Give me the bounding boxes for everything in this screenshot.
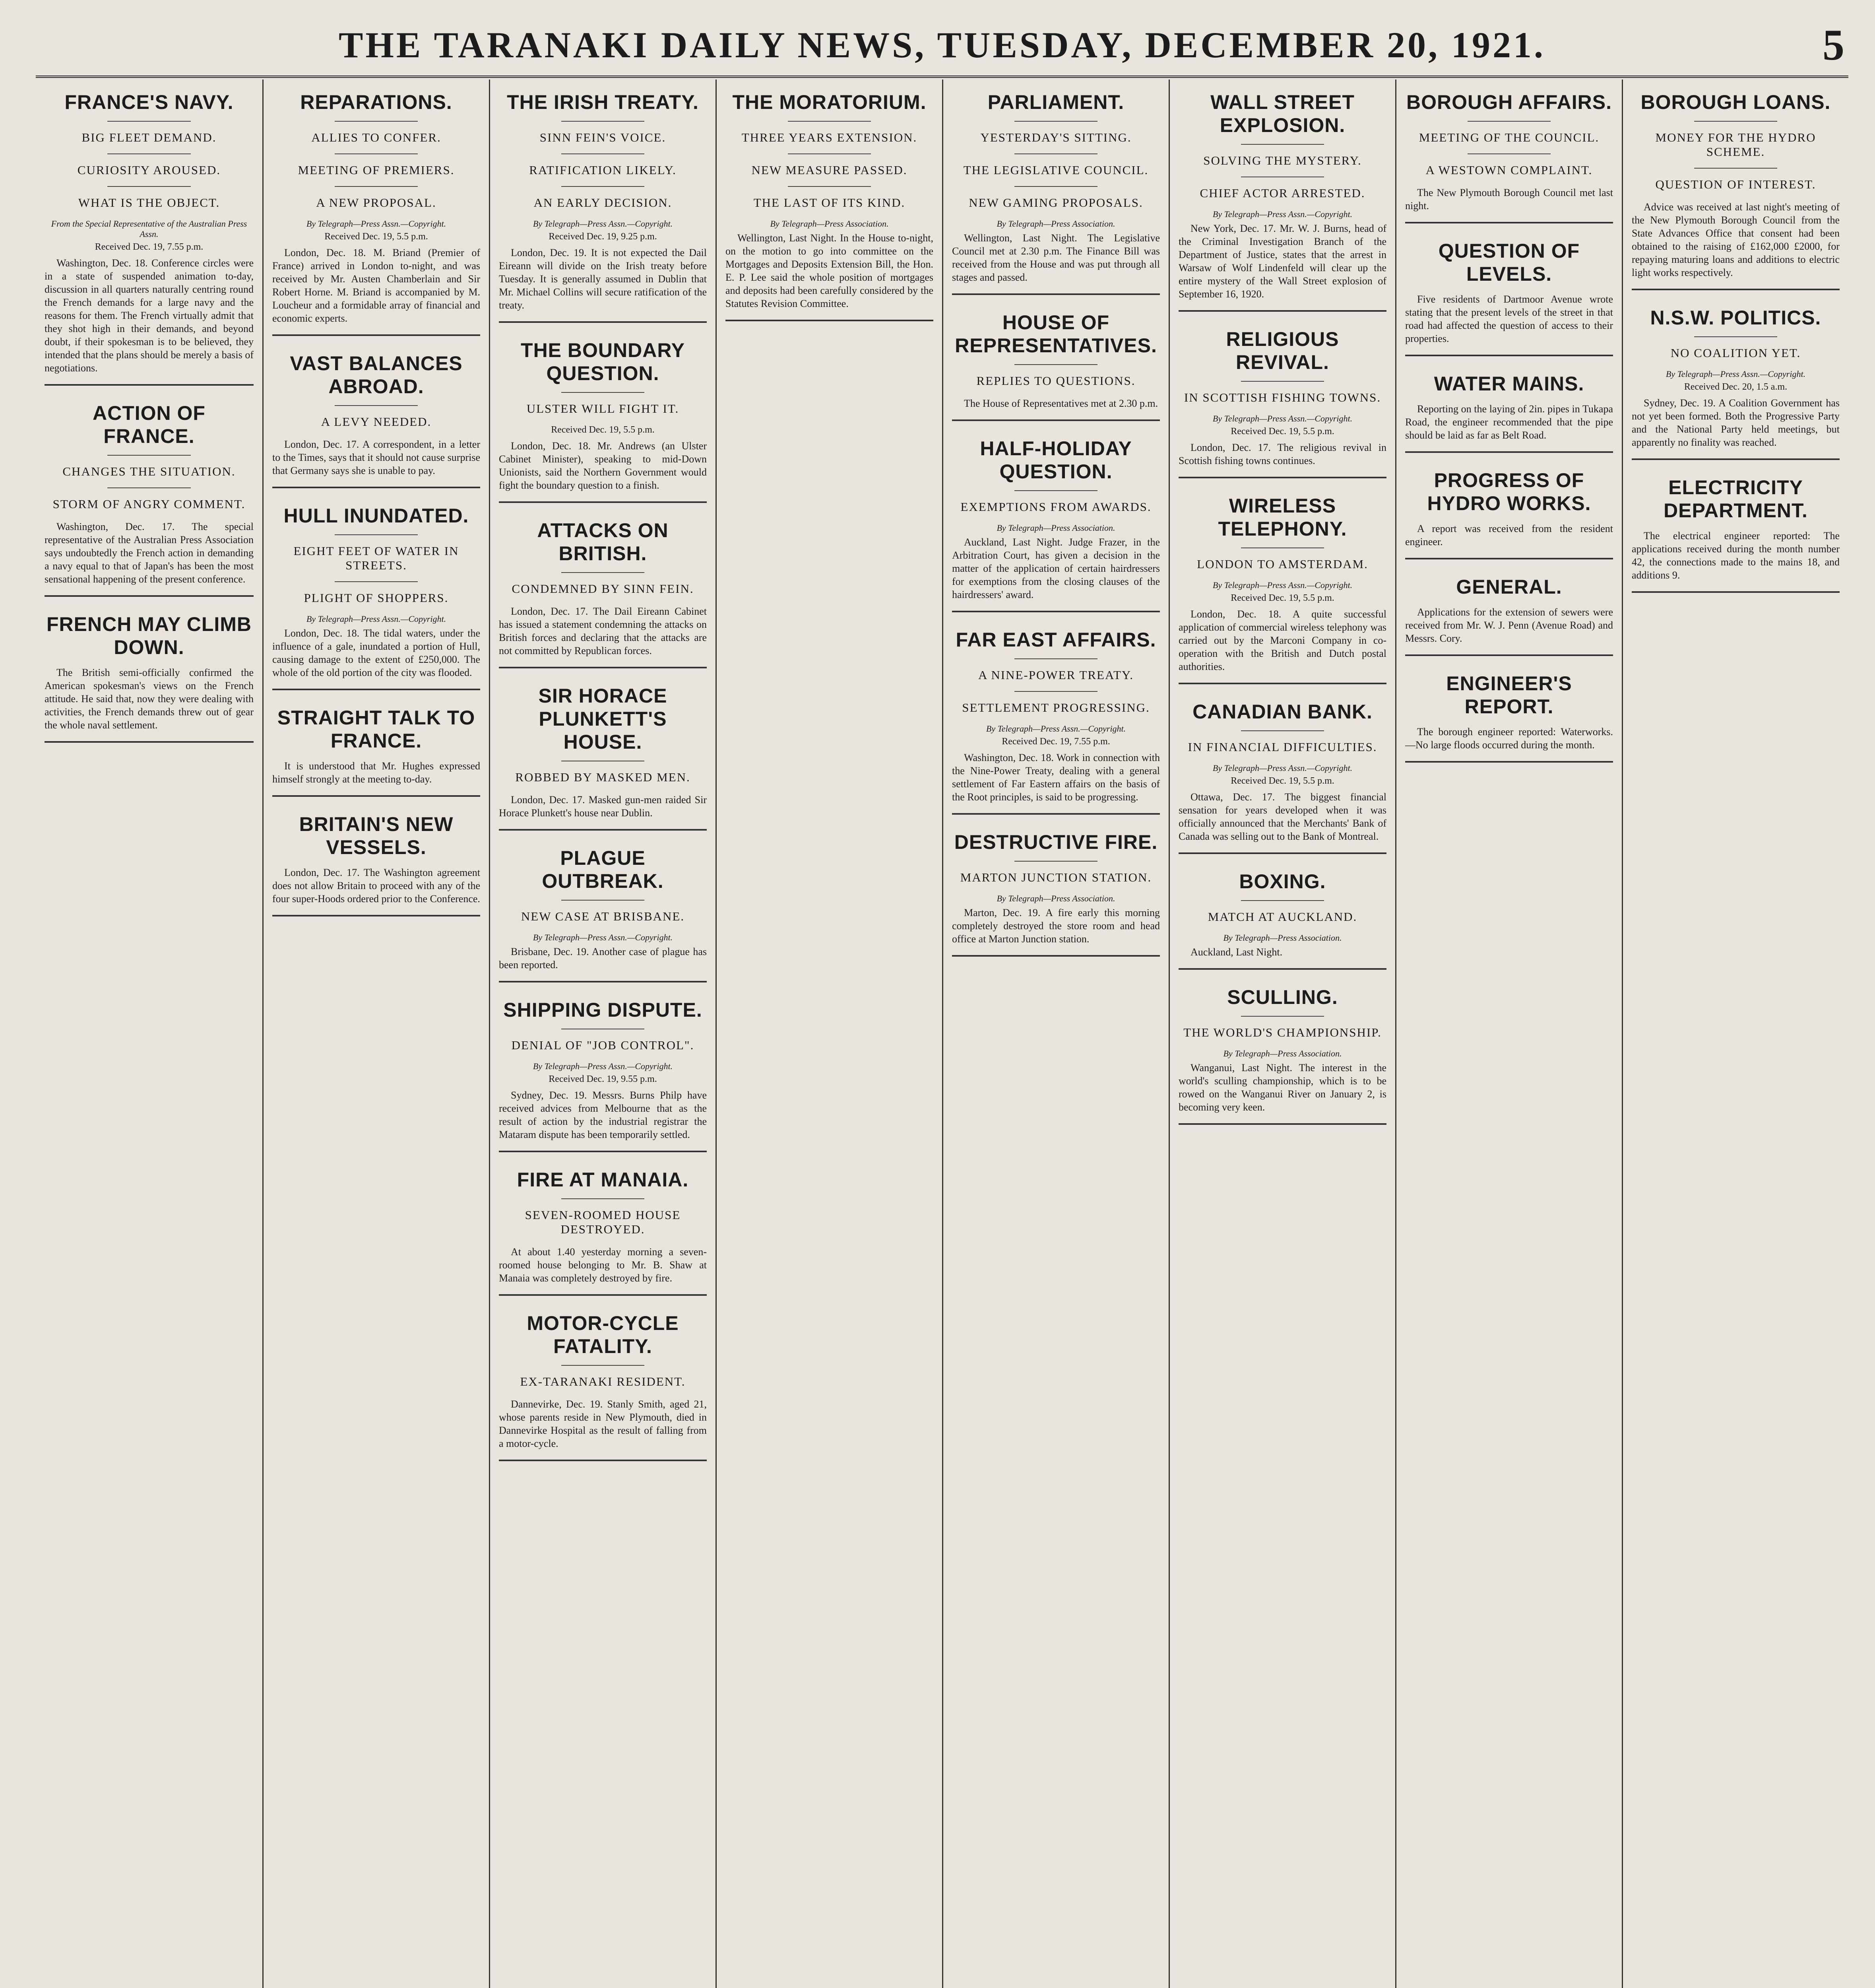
article-subheading: NEW MEASURE PASSED. — [751, 163, 907, 177]
section-divider — [1405, 451, 1613, 453]
section-divider — [499, 667, 707, 668]
divider — [335, 153, 418, 154]
article-body: Applications for the extension of sewers were received from Mr. W. J. Penn (Avenue Road) and Messrs. Cory. — [1405, 606, 1613, 644]
article-received: Received Dec. 19, 7.55 p.m. — [95, 242, 204, 252]
article-subheading: CHIEF ACTOR ARRESTED. — [1200, 186, 1365, 200]
article-body: London, Dec. 18. M. Briand (Premier of France) arrived in London to-night, and was received by Mr. Austen Chamberlain and Sir Robert Horne. M. Briand is accompanied by M. Loucheur and a formidable array of financial and economic experts. — [272, 247, 480, 324]
article-subheading: REPLIES TO QUESTIONS. — [976, 374, 1136, 388]
article-heading: REPARATIONS. — [300, 91, 452, 113]
column — [489, 80, 715, 1988]
article-heading: ENGINEER'S REPORT. — [1446, 672, 1572, 718]
article-body: Reporting on the laying of 2in. pipes in Tukapa Road, the engineer recommended that the pipe should be laid as far as Belt Road. — [1405, 403, 1613, 441]
article-heading: ACTION OF FRANCE. — [93, 402, 206, 447]
divider — [107, 186, 191, 187]
article — [272, 91, 480, 336]
article-body: At about 1.40 yesterday morning a seven-roomed house belonging to Mr. B. Shaw at Manaia was completely destroyed by fire. — [499, 1246, 707, 1284]
article-heading: MOTOR-CYCLE FATALITY. — [527, 1312, 679, 1357]
article-subheading: THE LEGISLATIVE COUNCIL. — [963, 163, 1149, 177]
article-subheading: NEW CASE AT BRISBANE. — [521, 909, 685, 923]
divider — [1014, 121, 1097, 122]
article-heading: FRENCH MAY CLIMB DOWN. — [46, 613, 252, 658]
article-dateline: From the Special Representative of the Australian Press Assn. — [51, 219, 247, 239]
article-body: London, Dec. 18. The tidal waters, under the influence of a gale, inundated a portion of Hull, causing damage to the extent of £250,000. The whole of the old portion of the city was flooded. — [272, 627, 480, 678]
article — [1632, 476, 1840, 593]
article-subheading: YESTERDAY'S SITTING. — [980, 130, 1132, 144]
article-subheading: CONDEMNED BY SINN FEIN. — [512, 582, 694, 596]
newspaper-columns — [36, 80, 1848, 1988]
article-subheading: SEVEN-ROOMED HOUSE DESTROYED. — [525, 1208, 681, 1236]
article-dateline: By Telegraph—Press Assn.—Copyright. — [1212, 414, 1353, 423]
section-divider — [499, 321, 707, 323]
column — [262, 80, 489, 1988]
article-heading: SCULLING. — [1227, 986, 1338, 1008]
divider — [1468, 121, 1551, 122]
article-body: London, Dec. 17. The Dail Eireann Cabinet has issued a statement condemning the attacks on British forces and declaring that the attacks are not committed by Republican forces. — [499, 606, 707, 656]
article-body: London, Dec. 17. The Washington agreement does not allow Britain to proceed with any of the four super-Hoods ordered prior to the Conference. — [272, 867, 480, 905]
article — [1405, 672, 1613, 763]
divider — [561, 900, 644, 901]
article-body: Auckland, Last Night. Judge Frazer, in the Arbitration Court, has given a decision in the matter of the application of certain hairdressers for exemptions from the closing clauses of the hairdressers' award. — [952, 536, 1160, 600]
article-subheading: A WESTOWN COMPLAINT. — [1425, 163, 1593, 177]
article-dateline: By Telegraph—Press Assn.—Copyright. — [1212, 580, 1353, 590]
article-subheading: THREE YEARS EXTENSION. — [741, 130, 917, 144]
article-body: Wanganui, Last Night. The interest in the world's sculling championship, which is to be rowed on the Wanganui River on January 2, is becoming very keen. — [1179, 1062, 1386, 1113]
article-body: London, Dec. 17. A correspondent, in a letter to the Times, says that it should not cause surprise that Germany says she is unable to pay. — [272, 439, 480, 476]
article-subheading: NO COALITION YET. — [1670, 346, 1801, 360]
article — [1179, 494, 1386, 684]
divider — [1014, 658, 1097, 659]
section-divider — [1179, 1123, 1386, 1125]
article-body: New York, Dec. 17. Mr. W. J. Burns, head of the Criminal Investigation Branch of the Department of Justice, states that the arrest in Warsaw of Wolf Lindenfeld will clear up the entire mystery of the Wall Street explosion of September 16, 1920. — [1179, 223, 1386, 300]
article-subheading: PLIGHT OF SHOPPERS. — [304, 591, 449, 605]
article-received: Received Dec. 19, 7.55 p.m. — [1002, 736, 1110, 747]
article-heading: THE BOUNDARY QUESTION. — [521, 339, 685, 384]
article — [499, 684, 707, 831]
divider — [107, 153, 191, 154]
article-heading: PARLIAMENT. — [987, 91, 1125, 113]
article-subheading: BIG FLEET DEMAND. — [81, 130, 217, 144]
article-heading: RELIGIOUS REVIVAL. — [1226, 328, 1339, 373]
article-received: Received Dec. 19, 5.5 p.m. — [324, 231, 428, 242]
divider — [561, 1198, 644, 1199]
divider — [335, 186, 418, 187]
article-heading: HALF-HOLIDAY QUESTION. — [980, 437, 1132, 483]
article-received: Received Dec. 19, 5.5 p.m. — [1231, 593, 1334, 603]
divider — [1014, 691, 1097, 692]
article-dateline: By Telegraph—Press Assn.—Copyright. — [306, 219, 446, 229]
section-divider — [45, 384, 254, 386]
divider — [1241, 900, 1324, 901]
article-body: London, Dec. 17. Masked gun-men raided Sir Horace Plunkett's house near Dublin. — [499, 794, 707, 819]
article — [952, 437, 1160, 612]
article-body: It is understood that Mr. Hughes expressed himself strongly at the meeting to-day. — [272, 760, 480, 785]
section-divider — [1632, 458, 1840, 460]
article — [952, 831, 1160, 957]
section-divider — [45, 595, 254, 597]
article-subheading: MEETING OF PREMIERS. — [298, 163, 455, 177]
article — [952, 91, 1160, 295]
newspaper-title: THE TARANAKI DAILY NEWS, TUESDAY, DECEMBER 20, 1921. — [338, 25, 1546, 65]
article-heading: BRITAIN'S NEW VESSELS. — [299, 813, 454, 858]
divider — [1468, 153, 1551, 154]
divider — [1694, 336, 1777, 337]
article-heading: STRAIGHT TALK TO FRANCE. — [277, 707, 475, 752]
article — [1179, 328, 1386, 478]
article-received: Received Dec. 19, 5.5 p.m. — [1231, 776, 1334, 786]
article-body: Washington, Dec. 18. Conference circles were in a state of suspended animation to-day, discussion in all quarters naturally centring round the French demands for a large navy and the reasons for them. The French virtually admit that they shot high in their demands, and beyond doubt, if their spokesman is to be believed, they intended that the plans should be merely a basis of negotiations. — [45, 257, 254, 374]
divider — [1694, 168, 1777, 169]
article-body: Sydney, Dec. 19. A Coalition Government has not yet been formed. Both the Progressive Party and the National Party held meetings, but apparently no finality was reached. — [1632, 397, 1840, 448]
article-subheading: QUESTION OF INTEREST. — [1655, 177, 1816, 191]
article-heading: SHIPPING DISPUTE. — [503, 999, 702, 1021]
column — [1622, 80, 1848, 1988]
article-body: The electrical engineer reported: The applications received during the month number 42, the connections made to the mains 18, and additions 9. — [1632, 530, 1840, 581]
page-number: 5 — [1823, 21, 1844, 69]
article-heading: HULL INUNDATED. — [283, 505, 469, 527]
divider — [561, 186, 644, 187]
article-heading: FAR EAST AFFAIRS. — [956, 629, 1156, 651]
article-heading: GENERAL. — [1456, 576, 1562, 598]
article-heading: ATTACKS ON BRITISH. — [537, 519, 669, 565]
divider — [561, 572, 644, 573]
section-divider — [1179, 852, 1386, 854]
article-dateline: By Telegraph—Press Assn.—Copyright. — [533, 932, 673, 942]
article-subheading: RATIFICATION LIKELY. — [529, 163, 677, 177]
article-heading: DESTRUCTIVE FIRE. — [954, 831, 1158, 853]
article-subheading: CHANGES THE SITUATION. — [62, 464, 236, 478]
section-divider — [1179, 310, 1386, 312]
divider — [1014, 153, 1097, 154]
article-subheading: SETTLEMENT PROGRESSING. — [962, 701, 1150, 714]
divider — [788, 121, 871, 122]
article-dateline: By Telegraph—Press Association. — [1223, 933, 1342, 943]
article — [499, 846, 707, 982]
article-subheading: IN FINANCIAL DIFFICULTIES. — [1188, 740, 1377, 754]
article-subheading: SOLVING THE MYSTERY. — [1203, 153, 1362, 167]
section-divider — [1405, 222, 1613, 223]
section-divider — [272, 915, 480, 916]
divider — [1694, 121, 1777, 122]
divider — [561, 392, 644, 393]
article-received: Received Dec. 19, 9.25 p.m. — [549, 231, 657, 242]
article-body: Ottawa, Dec. 17. The biggest financial sensation for years developed when it was officially announced that the Merchants' Bank of Canada was selling out to the Bank of Montreal. — [1179, 791, 1386, 842]
divider — [335, 121, 418, 122]
article — [272, 504, 480, 690]
article — [499, 998, 707, 1152]
section-divider — [499, 1460, 707, 1461]
divider — [335, 405, 418, 406]
section-divider — [1405, 654, 1613, 656]
article-subheading: NEW GAMING PROPOSALS. — [969, 196, 1143, 210]
article-body: The British semi-officially confirmed the American spokesman's views on the French attitude. He said that, now they were dealing with activities, the French demands threw out of gear the whole naval settlement. — [45, 667, 254, 731]
article — [499, 519, 707, 668]
divider — [107, 455, 191, 456]
article-subheading: CURIOSITY AROUSED. — [77, 163, 221, 177]
article — [952, 311, 1160, 421]
article-heading: BOXING. — [1239, 870, 1326, 893]
article-received: Received Dec. 19, 9.55 p.m. — [549, 1074, 657, 1084]
divider — [1241, 381, 1324, 382]
article-body: Dannevirke, Dec. 19. Stanly Smith, aged 21, whose parents reside in New Plymouth, died in Dannevirke Hospital as the result of falling from a motor-cycle. — [499, 1398, 707, 1449]
divider — [1014, 364, 1097, 365]
article-subheading: LONDON TO AMSTERDAM. — [1197, 557, 1368, 571]
divider — [561, 1365, 644, 1366]
article — [499, 1312, 707, 1461]
article-heading: ELECTRICITY DEPARTMENT. — [1664, 476, 1808, 522]
section-divider — [272, 334, 480, 336]
article — [725, 91, 933, 321]
article-subheading: WHAT IS THE OBJECT. — [78, 196, 220, 210]
divider — [335, 581, 418, 582]
article — [45, 613, 254, 743]
article-heading: SIR HORACE PLUNKETT'S HOUSE. — [538, 685, 667, 753]
article — [1405, 575, 1613, 656]
article-body: Five residents of Dartmoor Avenue wrote stating that the present levels of the street in that road had affected the question of access to their properties. — [1405, 293, 1613, 344]
section-divider — [1179, 477, 1386, 478]
article — [499, 1168, 707, 1296]
article-heading: BOROUGH LOANS. — [1640, 91, 1831, 113]
article-body: London, Dec. 18. A quite successful application of commercial wireless telephony was carried out by the Marconi Company in co-operation with the British and Dutch postal authorities. — [1179, 608, 1386, 672]
divider — [788, 153, 871, 154]
article-subheading: STORM OF ANGRY COMMENT. — [52, 497, 246, 511]
article-body: Brisbane, Dec. 19. Another case of plague has been reported. — [499, 946, 707, 971]
article-body: Washington, Dec. 18. Work in connection with the Nine-Power Treaty, dealing with a general settlement of Far Eastern affairs on the basis of the Root principles, is said to be progressing. — [952, 752, 1160, 803]
section-divider — [499, 1294, 707, 1296]
section-divider — [1179, 968, 1386, 970]
article-heading: CANADIAN BANK. — [1192, 701, 1373, 723]
article-heading: VAST BALANCES ABROAD. — [290, 352, 463, 398]
article-subheading: MARTON JUNCTION STATION. — [960, 870, 1152, 884]
article-heading: HOUSE OF REPRESENTATIVES. — [955, 311, 1157, 357]
section-divider — [1179, 683, 1386, 684]
article-dateline: By Telegraph—Press Association. — [997, 219, 1115, 229]
divider — [1241, 547, 1324, 548]
section-divider — [499, 1151, 707, 1152]
article-subheading: ULSTER WILL FIGHT IT. — [526, 402, 679, 415]
article — [1632, 306, 1840, 460]
article — [1405, 372, 1613, 453]
divider — [1241, 730, 1324, 731]
article-dateline: By Telegraph—Press Assn.—Copyright. — [533, 1061, 673, 1071]
divider — [1241, 144, 1324, 145]
article-subheading: EIGHT FEET OF WATER IN STREETS. — [293, 544, 459, 572]
section-divider — [499, 501, 707, 503]
divider — [1014, 861, 1097, 862]
divider — [561, 153, 644, 154]
article-dateline: By Telegraph—Press Association. — [770, 219, 889, 229]
divider — [1014, 186, 1097, 187]
article-dateline: By Telegraph—Press Assn.—Copyright. — [1212, 209, 1353, 219]
article-subheading: A NINE-POWER TREATY. — [978, 668, 1134, 682]
article-heading: THE IRISH TREATY. — [507, 91, 699, 113]
section-divider — [952, 955, 1160, 957]
article-subheading: SINN FEIN'S VOICE. — [539, 130, 666, 144]
article-heading: WATER MAINS. — [1434, 373, 1584, 395]
article-heading: QUESTION OF LEVELS. — [1438, 240, 1580, 285]
article-body: London, Dec. 19. It is not expected the Dail Eireann will divide on the Irish treaty before Tuesday. It is generally assumed in Dublin that Mr. Michael Collins will secure ratification of the treaty. — [499, 247, 707, 311]
article-heading: BOROUGH AFFAIRS. — [1406, 91, 1612, 113]
article-subheading: ALLIES TO CONFER. — [311, 130, 441, 144]
section-divider — [952, 419, 1160, 421]
article — [272, 706, 480, 797]
article — [1179, 91, 1386, 312]
section-divider — [1405, 355, 1613, 356]
article-subheading: AN EARLY DECISION. — [533, 196, 672, 210]
article-body: The New Plymouth Borough Council met last night. — [1405, 187, 1613, 212]
article-dateline: By Telegraph—Press Assn.—Copyright. — [986, 724, 1126, 734]
article — [1405, 469, 1613, 559]
section-divider — [952, 813, 1160, 815]
article — [45, 402, 254, 597]
divider — [1014, 490, 1097, 491]
article-heading: N.S.W. POLITICS. — [1650, 307, 1821, 329]
article-body: The House of Representatives met at 2.30 p.m. — [964, 398, 1158, 409]
article-dateline: By Telegraph—Press Association. — [997, 523, 1115, 533]
section-divider — [1405, 558, 1613, 559]
article-dateline: By Telegraph—Press Assn.—Copyright. — [1666, 369, 1806, 379]
article — [1179, 700, 1386, 854]
article-body: Auckland, Last Night. — [1191, 946, 1283, 958]
section-divider — [1632, 289, 1840, 290]
section-divider — [272, 689, 480, 690]
article-received: Received Dec. 19, 5.5 p.m. — [551, 425, 655, 435]
article-body: A report was received from the resident engineer. — [1405, 523, 1613, 547]
article-subheading: A NEW PROPOSAL. — [316, 196, 436, 210]
article — [272, 813, 480, 916]
article — [499, 339, 707, 503]
article-subheading: THE LAST OF ITS KIND. — [753, 196, 906, 210]
article-dateline: By Telegraph—Press Assn.—Copyright. — [533, 219, 673, 229]
article — [45, 91, 254, 386]
article-body: Sydney, Dec. 19. Messrs. Burns Philp have received advices from Melbourne that as the result of action by the industrial registrar the Mataram dispute has been temporarily settled. — [499, 1089, 707, 1140]
article-body: Washington, Dec. 17. The special representative of the Australian Press Association says undoubtedly the French action in demanding a navy equal to that of Japan's has been the most sensational happening of the present conference. — [45, 521, 254, 585]
masthead — [36, 16, 1848, 78]
article-dateline: By Telegraph—Press Assn.—Copyright. — [306, 614, 446, 624]
article — [499, 91, 707, 323]
article-heading: WALL STREET EXPLOSION. — [1210, 91, 1355, 136]
section-divider — [499, 829, 707, 831]
article — [1405, 91, 1613, 223]
article-body: Wellington, Last Night. In the House to-night, on the motion to go into committee on the Mortgages and Deposits Extension Bill, the Hon. E. P. Lee said the whole position of mortgages and deposits had been carefully considered by the Statutes Revision Committee. — [725, 232, 933, 309]
article — [1179, 870, 1386, 970]
article — [952, 628, 1160, 815]
article-subheading: MATCH AT AUCKLAND. — [1208, 910, 1357, 924]
section-divider — [725, 320, 933, 321]
article-dateline: By Telegraph—Press Association. — [997, 893, 1115, 903]
article — [1405, 239, 1613, 356]
article-heading: WIRELESS TELEPHONY. — [1218, 495, 1347, 540]
article-subheading: THE WORLD'S CHAMPIONSHIP. — [1183, 1025, 1382, 1039]
article-received: Received Dec. 20, 1.5 a.m. — [1684, 382, 1788, 392]
section-divider — [272, 487, 480, 488]
article-subheading: EX-TARANAKI RESIDENT. — [520, 1375, 686, 1388]
column — [36, 80, 262, 1988]
divider — [107, 121, 191, 122]
divider — [1241, 1016, 1324, 1017]
section-divider — [952, 611, 1160, 612]
section-divider — [272, 795, 480, 797]
article-heading: PROGRESS OF HYDRO WORKS. — [1427, 469, 1591, 514]
article-subheading: EXEMPTIONS FROM AWARDS. — [960, 500, 1152, 514]
article-body: London, Dec. 17. The religious revival in Scottish fishing towns continues. — [1179, 442, 1386, 466]
column — [715, 80, 942, 1988]
column — [1395, 80, 1622, 1988]
article-heading: PLAGUE OUTBREAK. — [542, 847, 664, 892]
article-subheading: DENIAL OF "JOB CONTROL". — [511, 1038, 694, 1052]
article-subheading: MONEY FOR THE HYDRO SCHEME. — [1655, 130, 1816, 159]
article-heading: FIRE AT MANAIA. — [517, 1169, 689, 1191]
article-body: London, Dec. 18. Mr. Andrews (an Ulster Cabinet Minister), speaking to mid-Down Unionists, said the Northern Government would fight the boundary question to a finish. — [499, 440, 707, 491]
article-subheading: A LEVY NEEDED. — [321, 415, 432, 429]
article-subheading: IN SCOTTISH FISHING TOWNS. — [1184, 390, 1381, 404]
article-body: Advice was received at last night's meeting of the New Plymouth Borough Council from the State Advances Office that consent had been obtained to the raising of £162,000 £2000, for repaying maturing loans and additions to electric light works respectively. — [1632, 201, 1840, 278]
section-divider — [45, 741, 254, 743]
column — [1169, 80, 1395, 1988]
divider — [335, 534, 418, 535]
column — [942, 80, 1169, 1988]
article — [1632, 91, 1840, 290]
section-divider — [1405, 761, 1613, 763]
section-divider — [499, 981, 707, 982]
article-heading: THE MORATORIUM. — [732, 91, 927, 113]
article — [1179, 986, 1386, 1125]
article-body: Marton, Dec. 19. A fire early this morning completely destroyed the store room and head office at Marton Junction station. — [952, 907, 1160, 945]
section-divider — [952, 293, 1160, 295]
section-divider — [1632, 591, 1840, 593]
divider — [561, 121, 644, 122]
article — [272, 352, 480, 488]
article-heading: FRANCE'S NAVY. — [64, 91, 234, 113]
divider — [788, 186, 871, 187]
article-received: Received Dec. 19, 5.5 p.m. — [1231, 426, 1334, 437]
article-dateline: By Telegraph—Press Assn.—Copyright. — [1212, 763, 1353, 773]
article-body: Wellington, Last Night. The Legislative Council met at 2.30 p.m. The Finance Bill was received from the House and was put through all stages and passed. — [952, 232, 1160, 283]
article-dateline: By Telegraph—Press Association. — [1223, 1048, 1342, 1058]
article-subheading: ROBBED BY MASKED MEN. — [515, 770, 690, 784]
divider — [107, 487, 191, 488]
article-body: The borough engineer reported: Waterworks.—No large floods occurred during the month. — [1405, 726, 1613, 751]
article-subheading: MEETING OF THE COUNCIL. — [1419, 130, 1600, 144]
